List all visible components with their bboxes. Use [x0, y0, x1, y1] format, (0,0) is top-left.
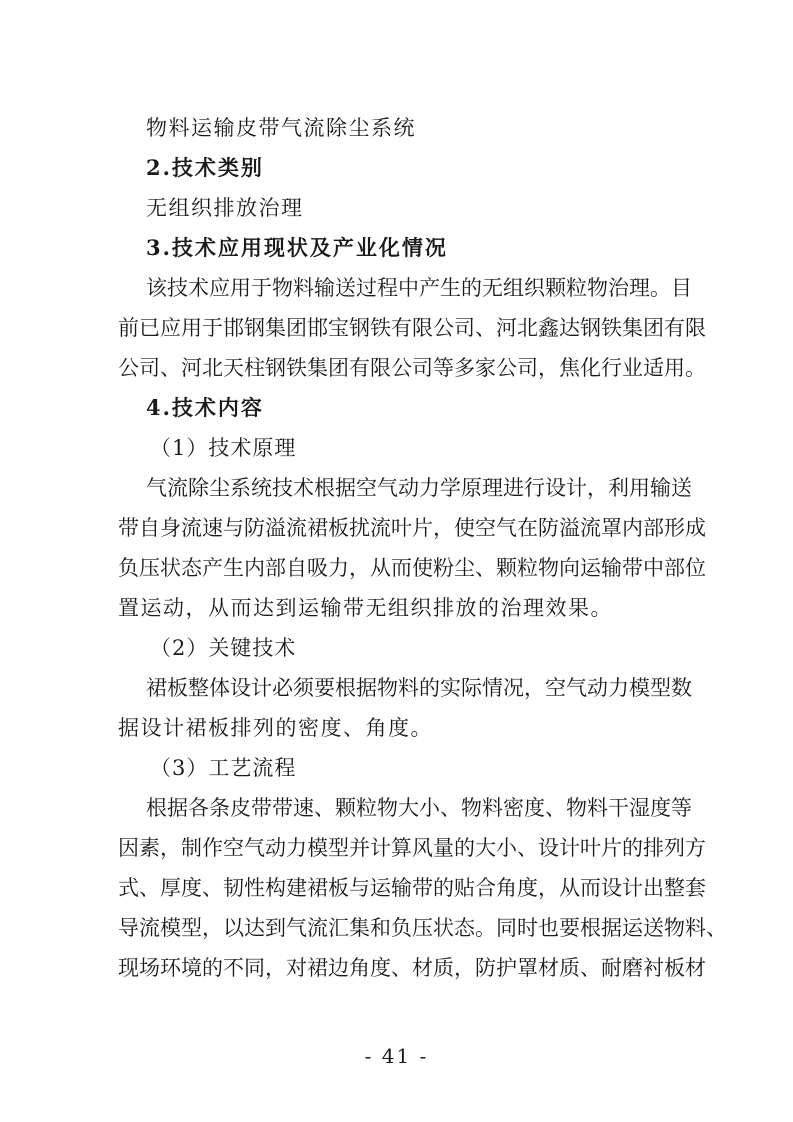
heading-application-status: 3.技术应用现状及产业化情况: [146, 235, 448, 260]
subheading-key-tech: （2）关键技术: [150, 636, 297, 660]
paragraph-line: 前已应用于邯钢集团邯宝钢铁有限公司、河北鑫达钢铁集团有限: [118, 316, 706, 340]
paragraph-line: 该技术应用于物料输送过程中产生的无组织颗粒物治理。目: [146, 276, 692, 300]
subheading-process-flow: （3）工艺流程: [150, 756, 297, 780]
paragraph-line: 置运动，从而达到运输带无组织排放的治理效果。: [118, 596, 613, 620]
heading-tech-category: 2.技术类别: [146, 155, 264, 180]
heading-tech-content: 4.技术内容: [146, 395, 264, 420]
paragraph-line: 导流模型，以达到气流汇集和负压状态。同时也要根据运送物料、: [118, 916, 727, 940]
paragraph-line: 裙板整体设计必须要根据物料的实际情况，空气动力模型数: [146, 676, 692, 700]
subheading-principle: （1）技术原理: [150, 436, 297, 460]
paragraph-line: 现场环境的不同，对裙边角度、材质，防护罩材质、耐磨衬板材: [118, 956, 706, 980]
paragraph-line: 负压状态产生内部自吸力，从而使粉尘、颗粒物向运输带中部位: [118, 556, 706, 580]
paragraph-line: 公司、河北天柱钢铁集团有限公司等多家公司，焦化行业适用。: [118, 356, 706, 380]
paragraph-line: 带自身流速与防溢流裙板扰流叶片，使空气在防溢流罩内部形成: [118, 516, 706, 540]
paragraph-line: 根据各条皮带带速、颗粒物大小、物料密度、物料干湿度等: [146, 796, 692, 820]
paragraph-line: 气流除尘系统技术根据空气动力学原理进行设计，利用输送: [146, 476, 692, 500]
section-system-name: 物料运输皮带气流除尘系统: [146, 116, 416, 140]
paragraph-line: 式、厚度、韧性构建裙板与运输带的贴合角度，从而设计出整套: [118, 876, 706, 900]
page-number: - 41 -: [364, 1044, 429, 1068]
tech-category-text: 无组织排放治理: [146, 196, 304, 220]
paragraph-line: 据设计裙板排列的密度、角度。: [118, 716, 433, 740]
paragraph-line: 因素，制作空气动力模型并计算风量的大小、设计叶片的排列方: [118, 836, 706, 860]
